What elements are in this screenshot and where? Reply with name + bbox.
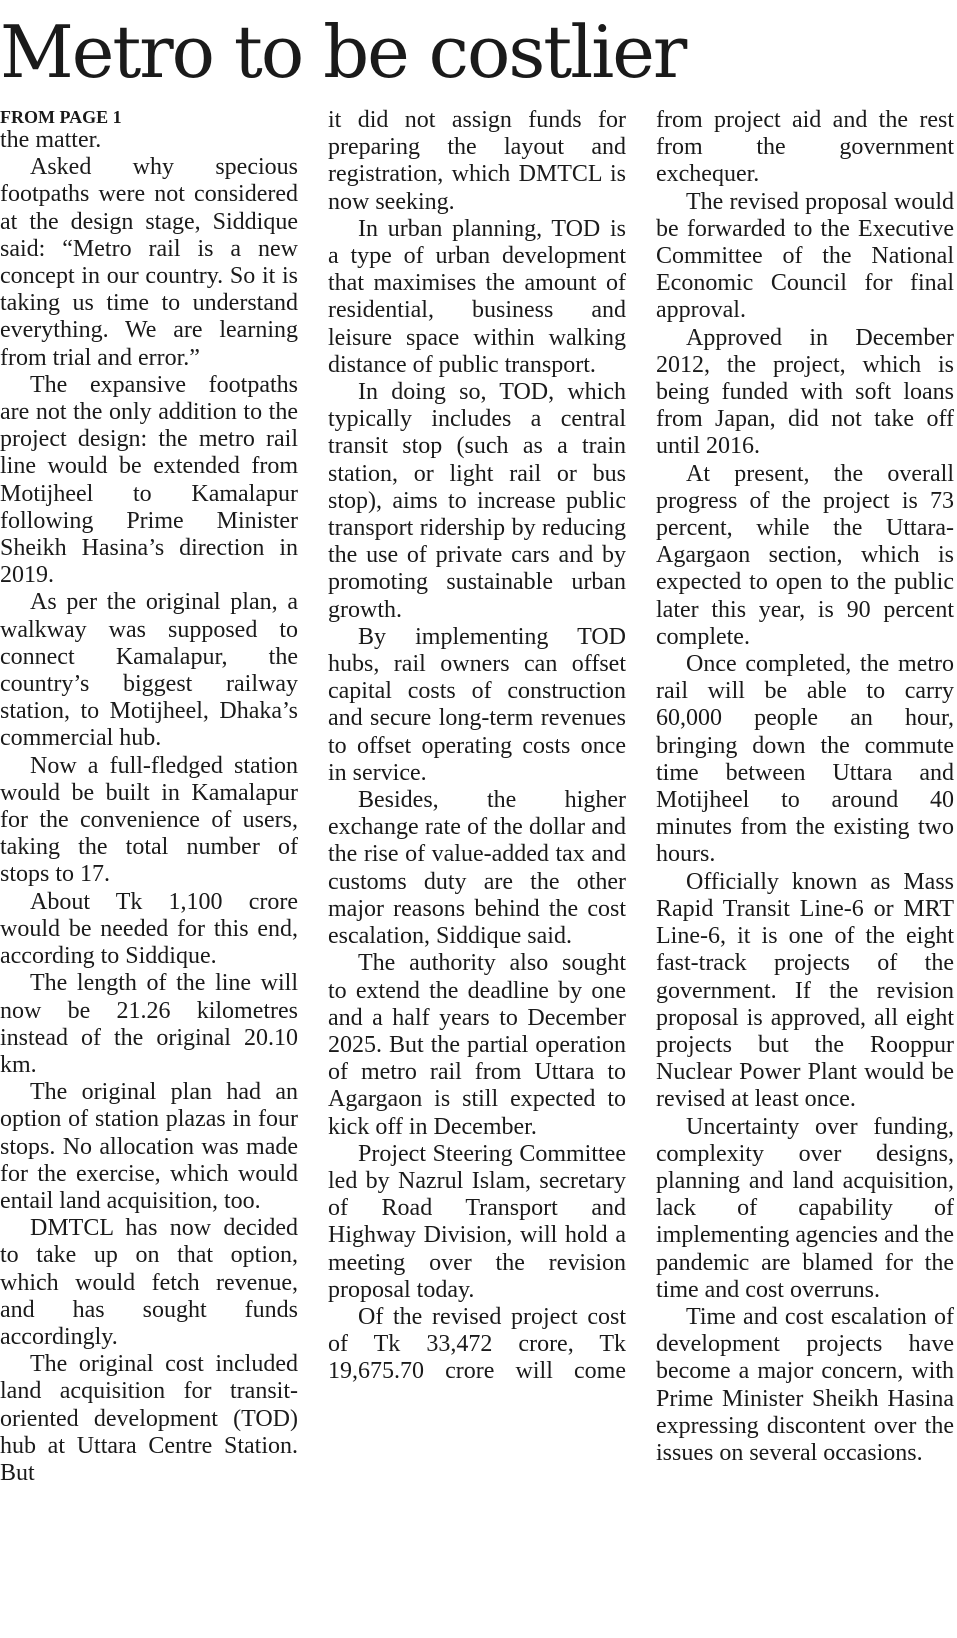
column-1 <box>0 107 298 1638</box>
jump-line: FROM PAGE 1 <box>0 107 122 127</box>
paragraph: In doing so, TOD, which typically includes a central transit stop (such as a train station, or light rail or bus stop), aims to increase public transport ridership by reducing the use of private cars and by promoting sustainable urban growth. <box>328 379 626 623</box>
paragraph: Besides, the higher exchange rate of the dollar and the rise of value-added tax and customs duty are the other major reasons behind the cost escalation, Siddique said. <box>328 787 626 950</box>
paragraph: Officially known as Mass Rapid Transit Line-6 or MRT Line-6, it is one of the eight fast-track projects of the government. If the revision proposal is approved, all eight projects but the Rooppur Nuclear Power Plant would be revised at least once. <box>656 868 954 1113</box>
column-3 <box>656 107 954 1638</box>
paragraph: The authority also sought to extend the deadline by one and a half years to December 2025. But the partial operation of metro rail from Uttara to Agargaon is still expected to kick off in December. <box>328 950 626 1140</box>
paragraph: The length of the line will now be 21.26 kilometres instead of the original 20.10 km. <box>0 970 298 1078</box>
paragraph: Approved in December 2012, the project, which is being funded with soft loans from Japan, did not take off until 2016. <box>656 324 954 460</box>
paragraph: At present, the overall progress of the project is 73 percent, while the Uttara-Agargaon section, which is expected to open to the public later this year, is 90 percent complete. <box>656 460 954 650</box>
paragraph: Time and cost escalation of development projects have become a major concern, with Prime Minister Sheikh Hasina expressing discontent over the issues on several occasions. <box>656 1303 954 1466</box>
paragraph: The original plan had an option of station plazas in four stops. No allocation was made for the exercise, which would entail land acquisition, too. <box>0 1079 298 1214</box>
headline: Metro to be costlier <box>0 10 686 94</box>
paragraph: The expansive footpaths are not the only addition to the project design: the metro rail line would be extended from Motijheel to Kamalapur following Prime Minister Sheikh Hasina’s direction in 2019. <box>0 371 298 589</box>
paragraph: The revised proposal would be forwarded to the Executive Committee of the National Economic Council for final approval. <box>656 188 954 324</box>
paragraph: By implementing TOD hubs, rail owners can offset capital costs of construction and secure long-term revenues to offset operating costs once in service. <box>328 623 626 786</box>
paragraph: Project Steering Committee led by Nazrul Islam, secretary of Road Transport and Highway Division, will hold a meeting over the revision proposal today. <box>328 1140 626 1303</box>
paragraph: Of the revised project cost of Tk 33,472 crore, Tk 19,675.70 crore will come <box>328 1303 626 1385</box>
paragraph: Now a full-fledged station would be built in Kamalapur for the convenience of users, taking the total number of stops to 17. <box>0 752 298 888</box>
paragraph: Asked why specious footpaths were not considered at the design stage, Siddique said: “Metro rail is a new concept in our country. So it is taking us time to understand everything. We are learning from trial and error.” <box>0 154 298 371</box>
paragraph: In urban planning, TOD is a type of urban development that maximises the amount of residential, business and leisure space within walking distance of public transport. <box>328 215 626 378</box>
paragraph: the matter. <box>0 127 102 153</box>
paragraph: As per the original plan, a walkway was supposed to connect Kamalapur, the country’s biggest railway station, to Motijheel, Dhaka’s commercial hub. <box>0 589 298 752</box>
paragraph: it did not assign funds for preparing the layout and registration, which DMTCL is now seeking. <box>328 107 626 215</box>
column-2 <box>328 107 626 1638</box>
paragraph: The original cost included land acquisition for transit-oriented development (TOD) hub at Uttara Centre Station. But <box>0 1351 298 1486</box>
paragraph: DMTCL has now decided to take up on that option, which would fetch revenue, and has sought funds accordingly. <box>0 1215 298 1350</box>
paragraph: About Tk 1,100 crore would be needed for this end, according to Siddique. <box>0 888 298 970</box>
article-body <box>0 107 957 1638</box>
paragraph: from project aid and the rest from the government exchequer. <box>656 107 954 188</box>
paragraph: Uncertainty over funding, complexity over designs, planning and land acquisition, lack of capability of implementing agencies and the pandemic are blamed for the time and cost overruns. <box>656 1113 954 1303</box>
paragraph: Once completed, the metro rail will be able to carry 60,000 people an hour, bringing down the commute time between Uttara and Motijheel to around 40 minutes from the existing two hours. <box>656 651 954 868</box>
